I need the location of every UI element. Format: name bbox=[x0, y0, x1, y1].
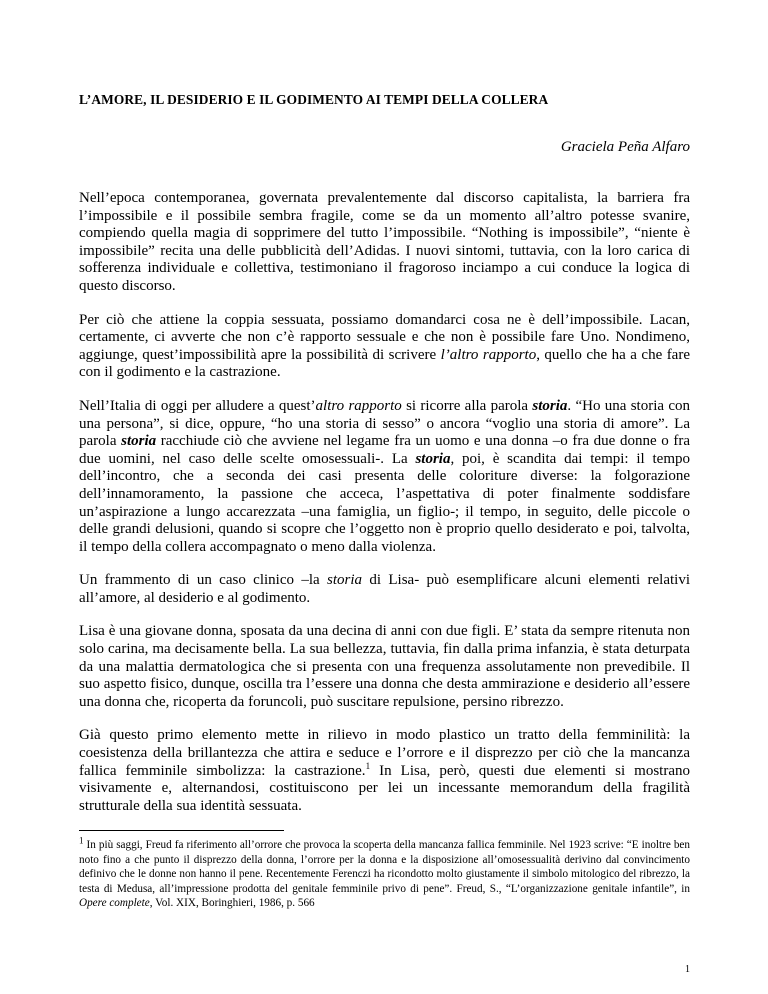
strong-emphasis: storia bbox=[532, 397, 568, 414]
emphasis: storia bbox=[327, 572, 363, 589]
body-text bbox=[79, 190, 690, 815]
footnote-separator bbox=[79, 830, 284, 831]
author-name: Graciela Peña Alfaro bbox=[560, 139, 690, 155]
strong-emphasis: storia bbox=[121, 433, 157, 450]
footnote-ref[interactable]: 1 bbox=[365, 760, 371, 771]
text-run: In Lisa, però, questi due elementi si mostrano visivamente e, alternandosi, costituiscono per lei un incessante memorandum della fragilità strutturale della sua identità sessuata. bbox=[79, 762, 690, 814]
paragraph-5: Lisa è una giovane donna, sposata da una decina di anni con due figli. E’ stata da sempre ritenuta non solo carina, ma decisamente bella. La sua bellezza, tuttavia, fin dalla prima infanzia, è stata deturpata da una malattia dermatologica che si presenta con una frequenza assolutamente non prevedibile. Il suo aspetto fisico, dunque, oscilla tra l’essere una donna che desta ammirazione e desiderio all’essere una donna che, ricoperta da foruncoli, può suscitare repulsione, persino ribrezzo. bbox=[79, 623, 690, 710]
footnote-1 bbox=[79, 835, 690, 911]
text-run: . “Ho una storia con una persona”, si dice, oppure, “ho una storia di sesso” o ancora “voglio una storia di amore”. La parola bbox=[79, 397, 690, 450]
page-number: 1 bbox=[685, 964, 690, 975]
paragraph-3 bbox=[79, 398, 690, 556]
emphasis: l’altro rapporto bbox=[440, 346, 537, 363]
text-run: Nell’Italia di oggi per alludere a quest’ bbox=[79, 397, 316, 414]
footnote-number: 1 bbox=[79, 835, 84, 846]
strong-emphasis: storia bbox=[415, 450, 451, 467]
text-run: racchiude ciò che avviene nel legame fra un uomo e una donna –o fra due donne o fra due uomini, nel caso delle scelte omosessuali-. La bbox=[79, 433, 690, 467]
document-title: L’AMORE, IL DESIDERIO E IL GODIMENTO AI TEMPI DELLA COLLERA bbox=[79, 92, 549, 107]
text-run: In più saggi, Freud fa riferimento all’orrore che provoca la scoperta della mancanza fallica femminile. Nel 1923 scrive: “E inoltre ben noto fino a che punto il disprezzo della donna, l’orrore per la donna e la disposizione all’omosessualità derivino dal convincimento definivo che le donne non hanno il pene. Recentemente Ferenczi ha ricondotto molto giustamente il simbolo mitologico del ribrezzo, la testa di Medusa, all’impressione prodotta del genitale femminile privo di pene”. Freud, S., “L’organizzazione genitale infantile”, in bbox=[79, 839, 690, 895]
text-run: , quello che ha a che fare con il godimento e la castrazione. bbox=[79, 346, 690, 381]
paragraph-6 bbox=[79, 727, 690, 815]
emphasis: altro rapporto bbox=[315, 397, 402, 414]
text-run: Già questo primo elemento mette in rilievo in modo plastico un tratto della femminilità: la coesistenza della brillantezza che attira e seduce e l’orrore e il disprezzo per ciò che la mancanza fallica femminile simbolizza: la castrazione. bbox=[79, 727, 690, 779]
emphasis: Opere complete bbox=[79, 897, 150, 910]
text-run: , Vol. XIX, Boringhieri, 1986, p. 566 bbox=[149, 897, 315, 910]
paragraph-2 bbox=[79, 312, 690, 382]
text-run: di Lisa- può esemplificare alcuni elementi relativi all’amore, al desiderio e al godimento. bbox=[79, 572, 690, 606]
text-run: Un frammento di un caso clinico –la bbox=[79, 572, 328, 589]
text-run: si ricorre alla parola bbox=[401, 397, 533, 414]
text-run: Per ciò che attiene la coppia sessuata, possiamo domandarci cosa ne è dell’impossibile. Lacan, certamente, ci avverte che non c’è rapporto sessuale e che non è possibile fare Uno. Nondimeno, aggiunge, quest’impossibilità apre la possibilità di scrivere bbox=[79, 311, 690, 363]
text-run: , poi, è scandita dai tempi: il tempo dell’incontro, che a seconda dei casi presenta delle coloriture diverse: la folgorazione dell’innamoramento, la passione che acceca, l’aspettativa di poter finalmente soddisfare un’aspirazione a lungo accarezzata –una famiglia, un figlio-; il tempo, in seguito, delle piccole o delle grandi delusioni, quando si scopre che l’oggetto non è proprio quello desiderato e poi, talvolta, il tempo della collera accompagnato o meno dalla violenza. bbox=[79, 450, 690, 555]
paragraph-4 bbox=[79, 572, 690, 607]
paragraph-1: Nell’epoca contemporanea, governata prevalentemente dal discorso capitalista, la barriera fra l’impossibile e il possibile sembra fragile, come se da un momento all’altro potesse svanire, compiendo quella magia di sopprimere del tutto l’impossibile. “Nothing is impossibile”, “niente è impossibile” recita una delle pubblicità dell’Adidas. I nuovi sintomi, tuttavia, con la loro carica di sofferenza individuale e collettiva, testimoniano il fragoroso inciampo a cui conduce la logica di questo discorso. bbox=[79, 190, 690, 294]
